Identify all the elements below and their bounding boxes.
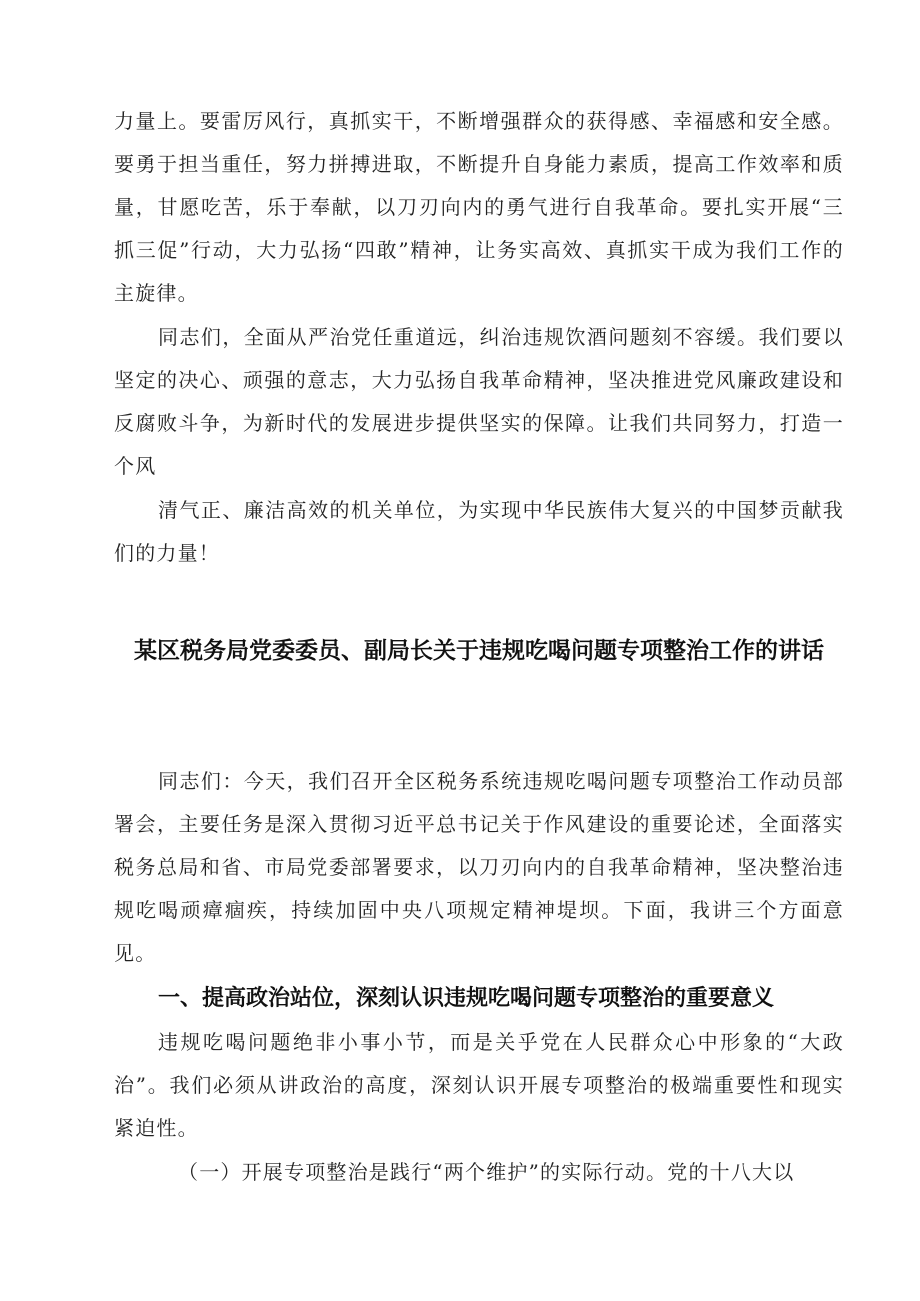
subsection-heading-1: （一）开展专项整治是践行“两个维护”的实际行动。党的十八大以 bbox=[178, 1160, 795, 1184]
paragraph-section1: 违规吃喝问题绝非小事小节，而是关乎党在人民群众心中形象的“大政治”。我们必须从讲政治的高度，深刻认识开展专项整治的极端重要性和现实紧迫性。 bbox=[114, 1030, 844, 1140]
speech-title: 某区税务局党委委员、副局长关于违规吃喝问题专项整治工作的讲话 bbox=[134, 638, 824, 664]
paragraph-continued: 力量上。要雷厉风行，真抓实干，不断增强群众的获得感、幸福感和安全感。要勇于担当重任，努力拼搏进取，不断提升自身能力素质，提高工作效率和质量，甘愿吃苦，乐于奉献，以刀刃向内的勇气进行自我革命。要扎实开展“三抓三促”行动，大力弘扬“四敢”精神，让务实高效、真抓实干成为我们工作的主旋律。 bbox=[114, 109, 844, 305]
paragraph-intro: 同志们：今天，我们召开全区税务系统违规吃喝问题专项整治工作动员部署会，主要任务是深入贯彻习近平总书记关于作风建设的重要论述，全面落实税务总局和省、市局党委部署要求，以刀刃向内的自我革命精神，坚决整治违规吃喝顽瘴痼疾，持续加固中央八项规定精神堤坝。下面，我讲三个方面意见。 bbox=[114, 769, 844, 965]
paragraph-closing: 清气正、廉洁高效的机关单位，为实现中华民族伟大复兴的中国梦贡献我们的力量！ bbox=[114, 498, 844, 565]
paragraph-conclusion: 同志们，全面从严治党任重道远，纠治违规饮酒问题刻不容缓。我们要以坚定的决心、顽强的意志，大力弘扬自我革命精神，坚决推进党风廉政建设和反腐败斗争，为新时代的发展进步提供坚实的保障。让我们共同努力，打造一个风 bbox=[114, 325, 844, 478]
section-heading-1: 一、提高政治站位，深刻认识违规吃喝问题专项整治的重要意义 bbox=[158, 986, 775, 1011]
